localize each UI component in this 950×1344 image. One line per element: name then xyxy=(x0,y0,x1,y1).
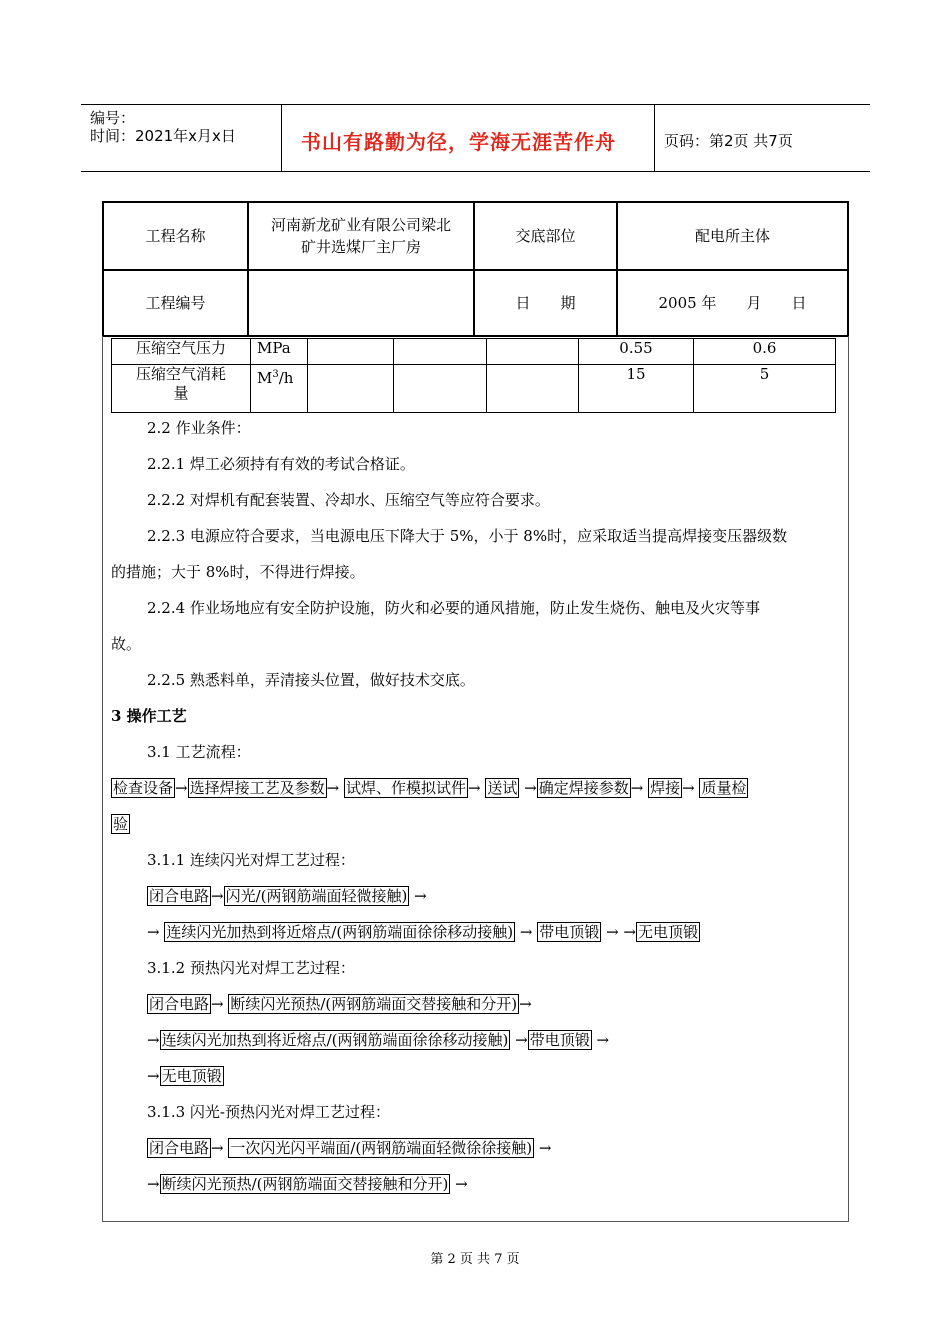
flow-step: 验 xyxy=(113,815,129,833)
arrow-icon: → xyxy=(538,1139,552,1157)
arrow-icon: → xyxy=(147,1175,160,1193)
flow-2-line1 xyxy=(111,986,839,1022)
arrow-icon: → xyxy=(596,1031,610,1049)
section-2-2-2: 2.2.2 对焊机有配套装置、冷却水、压缩空气等应符合要求。 xyxy=(147,491,550,509)
flow-main xyxy=(111,770,839,806)
flow-step: 带电顶锻 xyxy=(539,923,600,941)
param-name: 压缩空气压力 xyxy=(112,339,251,365)
flow-step: 送试 xyxy=(487,779,518,797)
param-name-line1: 压缩空气消耗 xyxy=(135,365,226,383)
header-page-label: 页码：第2页 共7页 xyxy=(664,132,793,150)
arrow-icon: → xyxy=(519,995,532,1013)
arrow-icon: → xyxy=(623,923,636,941)
flow-step: 无电顶锻 xyxy=(638,923,699,941)
arrow-icon: → xyxy=(515,1031,528,1049)
flow-3-line1 xyxy=(111,1130,839,1166)
arrow-icon: → xyxy=(211,1139,224,1157)
arrow-icon: → xyxy=(606,923,619,941)
param-value: 0.6 xyxy=(694,339,836,365)
arrow-icon: → xyxy=(211,995,224,1013)
flow-1-line1 xyxy=(111,878,839,914)
arrow-icon: → xyxy=(147,923,160,941)
arrow-icon: → xyxy=(455,1175,468,1193)
flow-step: 连续闪光加热到将近熔点/(两钢筋端面徐徐移动接触) xyxy=(161,1031,509,1049)
section-3-1-2: 3.1.2 预热闪光对焊工艺过程： xyxy=(147,959,355,977)
param-unit-base: M xyxy=(257,369,273,387)
param-value: 0.55 xyxy=(579,339,694,365)
arrow-icon: → xyxy=(147,1067,160,1085)
param-value: 15 xyxy=(579,365,694,413)
arrow-icon: → xyxy=(414,887,427,905)
param-unit-tail: /h xyxy=(278,369,294,387)
section-2-2-5: 2.2.5 熟悉料单，弄清接头位置，做好技术交底。 xyxy=(147,671,475,689)
date-label: 日 期 xyxy=(474,270,617,336)
project-code-label: 工程编号 xyxy=(103,270,248,336)
project-code-value xyxy=(248,270,474,336)
flow-2-line2 xyxy=(111,1022,839,1058)
project-name-label: 工程名称 xyxy=(103,202,248,270)
flow-2-line3 xyxy=(111,1058,839,1094)
section-2-2-4-line1: 2.2.4 作业场地应有安全防护设施，防火和必要的通风措施，防止发生烧伤、触电及火灾等事 xyxy=(147,599,760,617)
handover-value: 配电所主体 xyxy=(617,202,848,270)
flow-step: 断续闪光预热/(两钢筋端面交替接触和分开) xyxy=(230,995,518,1013)
flow-step: 质量检 xyxy=(701,779,747,797)
section-3-heading: 3 操作工艺 xyxy=(111,707,187,725)
flow-step: 一次闪光闪平端面/(两钢筋端面轻微徐徐接触) xyxy=(230,1139,533,1157)
section-2-2: 2.2 作业条件： xyxy=(147,419,251,437)
section-3-1: 3.1 工艺流程： xyxy=(147,743,251,761)
flow-step: 确定焊接参数 xyxy=(538,779,629,797)
flow-step: 闭合电路 xyxy=(149,887,210,905)
page-footer: 第 2 页 共 7 页 xyxy=(430,1252,520,1267)
header-time-label: 时间：2021年x月x日 xyxy=(90,127,236,145)
flow-step: 连续闪光加热到将近熔点/(两钢筋端面徐徐移动接触) xyxy=(166,923,514,941)
param-unit-sup: 3 xyxy=(272,369,279,380)
flow-step: 试焊、作模拟试件 xyxy=(345,779,466,797)
flow-step: 焊接 xyxy=(650,779,681,797)
arrow-icon: → xyxy=(630,779,644,797)
arrow-icon: → xyxy=(175,779,188,797)
section-2-2-3-line2: 的措施；大于 8%时，不得进行焊接。 xyxy=(111,563,365,581)
section-2-2-4-line2: 故。 xyxy=(111,635,142,653)
header-motto: 书山有路勤为径，学海无涯苦作舟 xyxy=(301,130,616,154)
arrow-icon: → xyxy=(524,779,537,797)
flow-step: 无电顶锻 xyxy=(161,1067,222,1085)
section-3-1-3: 3.1.3 闪光-预热闪光对焊工艺过程： xyxy=(147,1103,391,1121)
flow-3-line2 xyxy=(111,1166,839,1202)
header-code-label: 编号： xyxy=(90,109,136,127)
arrow-icon: → xyxy=(326,779,340,797)
flow-step: 断续闪光预热/(两钢筋端面交替接触和分开) xyxy=(161,1175,449,1193)
section-2-2-3-line1: 2.2.3 电源应符合要求，当电源电压下降大于 5%，小于 8%时，应采取适当提高焊接变压器级数 xyxy=(147,527,788,545)
flow-step: 带电顶锻 xyxy=(529,1031,590,1049)
date-value: 2005 年 月 日 xyxy=(617,270,848,336)
project-info-table xyxy=(102,201,849,337)
handover-label: 交底部位 xyxy=(474,202,617,270)
flow-step: 选择焊接工艺及参数 xyxy=(189,779,325,797)
arrow-icon: → xyxy=(519,923,533,941)
document-body xyxy=(111,410,839,1202)
flow-step: 检查设备 xyxy=(113,779,174,797)
arrow-icon: → xyxy=(467,779,481,797)
param-name-line2: 量 xyxy=(173,384,189,402)
flow-step: 闪光/(两钢筋端面轻微接触) xyxy=(225,887,408,905)
flow-1-line2 xyxy=(111,914,839,950)
project-name-value xyxy=(248,202,474,270)
section-3-1-1: 3.1.1 连续闪光对焊工艺过程： xyxy=(147,851,355,869)
arrow-icon: → xyxy=(147,1031,160,1049)
param-value: 5 xyxy=(694,365,836,413)
flow-step: 闭合电路 xyxy=(149,995,210,1013)
project-name-value-line2: 矿井选煤厂主厂房 xyxy=(300,238,421,256)
project-name-value-line1: 河南新龙矿业有限公司梁北 xyxy=(270,216,451,234)
arrow-icon: → xyxy=(211,887,224,905)
section-2-2-1: 2.2.1 焊工必须持有有效的考试合格证。 xyxy=(147,455,415,473)
arrow-icon: → xyxy=(682,779,695,797)
flow-main-wrap xyxy=(111,806,839,842)
param-unit: MPa xyxy=(251,339,308,365)
flow-step: 闭合电路 xyxy=(149,1139,210,1157)
